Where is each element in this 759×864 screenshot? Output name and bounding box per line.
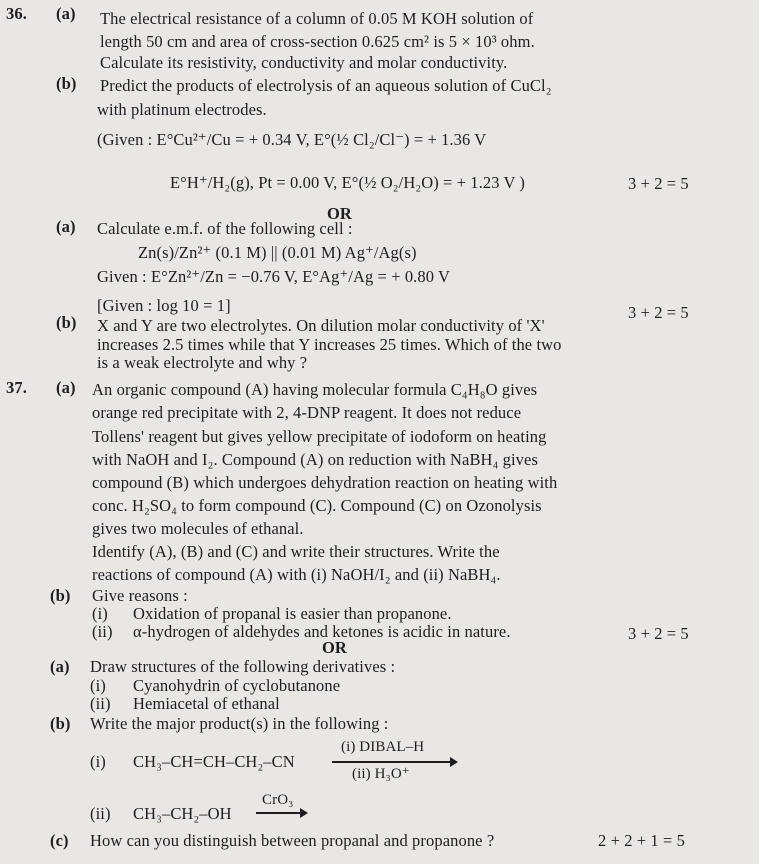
q36-alt-b-line2: increases 2.5 times while that Y increases 25 times. Which of the two — [97, 335, 562, 354]
q37-a-line4: with NaOH and I₂. Compound (A) on reduction with NaBH₄ gives — [92, 450, 538, 469]
rxn2-condition: CrO₃ — [262, 792, 294, 808]
q36-given-4: [Given : log 10 = 1] — [97, 296, 231, 315]
q37-alt-c-line1: How can you distinguish between propanal and propanone ? — [90, 831, 495, 850]
q37-a-label: (a) — [56, 378, 76, 397]
q37-a-line9: reactions of compound (A) with (i) NaOH/I₂ and (ii) NaBH₄. — [92, 565, 501, 584]
q36-given-1: (Given : E°Cu²⁺/Cu = + 0.34 V, E°(½ Cl₂/Cl⁻) = + 1.36 V — [97, 130, 487, 149]
q37-a-line2: orange red precipitate with 2, 4-DNP reagent. It does not reduce — [92, 403, 522, 422]
q37-marks-2: 2 + 2 + 1 = 5 — [598, 831, 685, 850]
rxn1-arrow-icon — [332, 761, 456, 763]
q37-alt-b-line1: Write the major product(s) in the following : — [90, 714, 389, 733]
rxn1-label: (i) — [90, 752, 106, 771]
q36-alt-b-line1: X and Y are two electrolytes. On dilution molar conductivity of 'X' — [97, 316, 545, 335]
rxn1-condition-top: (i) DIBAL–H — [341, 739, 425, 755]
q37-alt-a-line1: Draw structures of the following derivatives : — [90, 657, 396, 676]
question-number-36: 36. — [6, 4, 27, 23]
q36-a-label: (a) — [56, 4, 76, 23]
q36-b-label: (b) — [56, 74, 77, 93]
q36-marks-2: 3 + 2 = 5 — [628, 303, 689, 322]
q36-given-2: E°H⁺/H₂(g), Pt = 0.00 V, E°(½ O₂/H₂O) = + 1.23 V ) — [170, 173, 526, 192]
rxn2-arrow-icon — [256, 812, 306, 814]
q37-alt-a-i-label: (i) — [90, 676, 106, 695]
q37-b-i: Oxidation of propanal is easier than propanone. — [133, 604, 452, 623]
q36-alt-a-line1: Calculate e.m.f. of the following cell : — [97, 219, 353, 238]
q36-alt-a-label: (a) — [56, 217, 76, 236]
rxn2-reactant: CH₃–CH₂–OH — [133, 804, 232, 823]
q37-alt-b-label: (b) — [50, 714, 71, 733]
q37-alt-a-label: (a) — [50, 657, 70, 676]
q37-a-line8: Identify (A), (B) and (C) and write their structures. Write the — [92, 542, 500, 561]
q36-b-line1: Predict the products of electrolysis of an aqueous solution of CuCl₂ — [100, 76, 552, 95]
q36-cell-notation: Zn(s)/Zn²⁺ (0.1 M) || (0.01 M) Ag⁺/Ag(s) — [138, 243, 417, 262]
q37-a-line1: An organic compound (A) having molecular formula C₄H₈O gives — [92, 380, 538, 399]
q37-marks-1: 3 + 2 = 5 — [628, 624, 689, 643]
rxn1-reactant: CH₃–CH=CH–CH₂–CN — [133, 752, 295, 771]
q37-b-line1: Give reasons : — [92, 586, 188, 605]
q36-alt-b-label: (b) — [56, 313, 77, 332]
q36-given-3: Given : E°Zn²⁺/Zn = −0.76 V, E°Ag⁺/Ag = + 0.80 V — [97, 267, 451, 286]
rxn2-label: (ii) — [90, 804, 111, 823]
q36-alt-b-line3: is a weak electrolyte and why ? — [97, 353, 308, 372]
rxn1-condition-bottom: (ii) H₃O⁺ — [352, 766, 410, 782]
q37-a-line3: Tollens' reagent but gives yellow precipitate of iodoform on heating — [92, 427, 547, 446]
q37-b-label: (b) — [50, 586, 71, 605]
q37-alt-a-ii-label: (ii) — [90, 694, 111, 713]
or-divider-36: OR — [327, 204, 352, 223]
q37-b-i-label: (i) — [92, 604, 108, 623]
q37-a-line7: gives two molecules of ethanal. — [92, 519, 304, 538]
q36-a-line3: Calculate its resistivity, conductivity and molar conductivity. — [100, 53, 508, 72]
q36-a-line1: The electrical resistance of a column of 0.05 M KOH solution of — [100, 9, 534, 28]
q37-b-ii: α-hydrogen of aldehydes and ketones is acidic in nature. — [133, 622, 511, 641]
q37-b-ii-label: (ii) — [92, 622, 113, 641]
q36-a-line2: length 50 cm and area of cross-section 0.625 cm² is 5 × 10³ ohm. — [100, 32, 535, 51]
q37-alt-a-ii: Hemiacetal of ethanal — [133, 694, 280, 713]
question-number-37: 37. — [6, 378, 27, 397]
q36-b-line2: with platinum electrodes. — [97, 100, 267, 119]
or-divider-37: OR — [322, 638, 347, 657]
q37-alt-c-label: (c) — [50, 831, 69, 850]
q37-alt-a-i: Cyanohydrin of cyclobutanone — [133, 676, 341, 695]
q37-a-line5: compound (B) which undergoes dehydration reaction on heating with — [92, 473, 558, 492]
q37-a-line6: conc. H₂SO₄ to form compound (C). Compound (C) on Ozonolysis — [92, 496, 542, 515]
q36-marks-1: 3 + 2 = 5 — [628, 174, 689, 193]
